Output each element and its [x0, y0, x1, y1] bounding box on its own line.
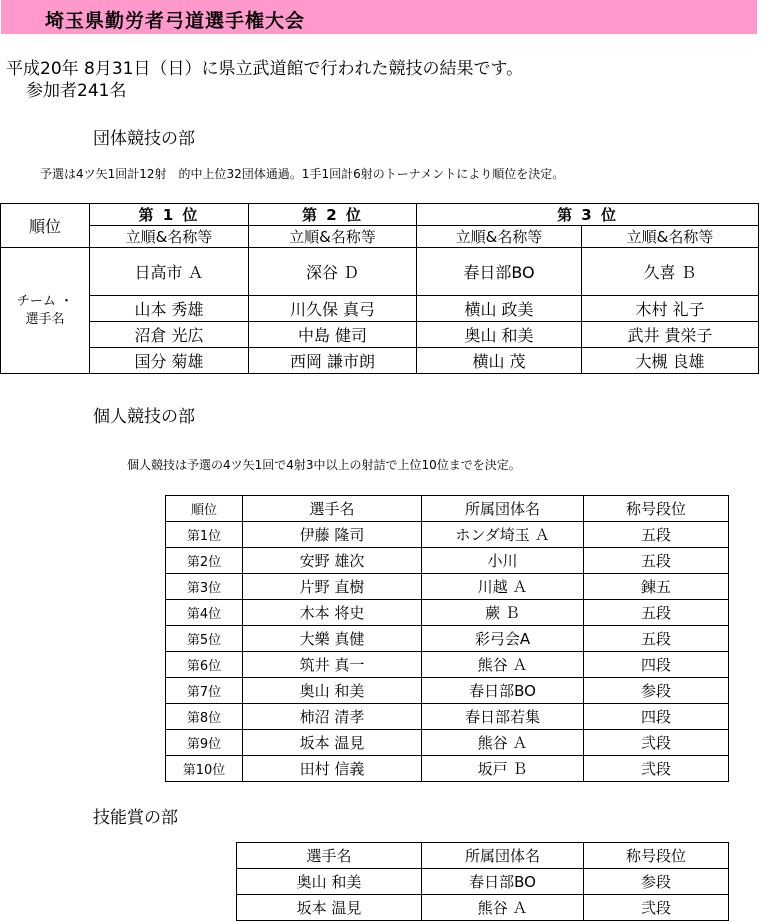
col-header-player: 選手名	[243, 496, 422, 522]
page-title: 埼玉県勤労者弓道選手権大会	[45, 10, 306, 32]
club-cell: 川越 Ａ	[422, 574, 584, 600]
intro-line-participants: 参加者241名	[26, 81, 127, 101]
col-header-grade: 称号段位	[584, 843, 729, 869]
grade-cell: 五段	[584, 600, 729, 626]
place-1-header: 第 1 位	[90, 204, 249, 226]
club-cell: 春日部BO	[422, 869, 584, 895]
player-cell: 奥山 和美	[237, 869, 422, 895]
table-row	[166, 756, 729, 782]
team-member: 奥山 和美	[417, 322, 582, 348]
table-row	[166, 600, 729, 626]
grade-cell: 四段	[584, 652, 729, 678]
table-row	[166, 704, 729, 730]
rank-cell: 第1位	[166, 522, 243, 548]
player-cell: 筑井 真一	[243, 652, 422, 678]
rank-cell: 第9位	[166, 730, 243, 756]
player-cell: 奥山 和美	[243, 678, 422, 704]
player-cell: 坂本 温見	[243, 730, 422, 756]
col-header-club: 所属団体名	[422, 496, 584, 522]
player-cell: 坂本 温見	[237, 895, 422, 921]
player-cell: 田村 信義	[243, 756, 422, 782]
player-cell: 片野 直樹	[243, 574, 422, 600]
team-member: 西岡 謙市朗	[249, 348, 417, 374]
col-header-rank: 順位	[166, 496, 243, 522]
club-cell: 小川	[422, 548, 584, 574]
title-bar	[1, 0, 757, 34]
skill-heading: 技能賞の部	[93, 808, 178, 828]
grade-cell: 錬五	[584, 574, 729, 600]
grade-cell: 弐段	[584, 756, 729, 782]
team-name: 久喜 Ｂ	[582, 248, 759, 296]
team-member: 大槻 良雄	[582, 348, 759, 374]
table-row	[166, 548, 729, 574]
place-2-header: 第 2 位	[249, 204, 417, 226]
team-member: 国分 菊雄	[90, 348, 249, 374]
team-member: 沼倉 光広	[90, 322, 249, 348]
team-member: 中島 健司	[249, 322, 417, 348]
sub-header: 立順&名称等	[249, 226, 417, 248]
individual-note: 個人競技は予選の4ツ矢1回で4射3中以上の射詰で上位10位までを決定。	[127, 458, 521, 472]
sub-header: 立順&名称等	[582, 226, 759, 248]
individual-heading: 個人競技の部	[93, 407, 195, 427]
player-cell: 木本 将史	[243, 600, 422, 626]
club-cell: 熊谷 Ａ	[422, 652, 584, 678]
table-row	[237, 869, 729, 895]
rank-cell: 第5位	[166, 626, 243, 652]
col-header-player: 選手名	[237, 843, 422, 869]
player-cell: 安野 雄次	[243, 548, 422, 574]
rank-cell: 第6位	[166, 652, 243, 678]
team-name: 春日部BO	[417, 248, 582, 296]
grade-cell: 弐段	[584, 730, 729, 756]
rank-cell: 第8位	[166, 704, 243, 730]
individual-results-table	[165, 495, 729, 782]
table-row	[237, 895, 729, 921]
team-name: 日高市 Ａ	[90, 248, 249, 296]
sub-header: 立順&名称等	[417, 226, 582, 248]
place-3-header: 第 3 位	[417, 204, 759, 226]
club-cell: 春日部若集	[422, 704, 584, 730]
team-member: 木村 礼子	[582, 296, 759, 322]
table-row	[166, 522, 729, 548]
intro	[6, 58, 523, 102]
rank-cell: 第7位	[166, 678, 243, 704]
team-side-label	[1, 248, 90, 374]
team-heading: 団体競技の部	[93, 129, 195, 149]
team-member: 横山 政美	[417, 296, 582, 322]
side-label-line1: チーム ・	[16, 293, 74, 309]
col-header-grade: 称号段位	[584, 496, 729, 522]
team-name: 深谷 Ｄ	[249, 248, 417, 296]
club-cell: 熊谷 Ａ	[422, 895, 584, 921]
grade-cell: 参段	[584, 869, 729, 895]
col-header-club: 所属団体名	[422, 843, 584, 869]
club-cell: 彩弓会A	[422, 626, 584, 652]
side-label-line2: 選手名	[25, 311, 65, 327]
grade-cell: 弐段	[584, 895, 729, 921]
team-member: 横山 茂	[417, 348, 582, 374]
rank-header: 順位	[1, 204, 90, 248]
player-cell: 伊藤 隆司	[243, 522, 422, 548]
table-row	[166, 730, 729, 756]
club-cell: ホンダ埼玉 Ａ	[422, 522, 584, 548]
skill-award-table	[236, 842, 729, 921]
club-cell: 蕨 Ｂ	[422, 600, 584, 626]
team-member: 川久保 真弓	[249, 296, 417, 322]
grade-cell: 四段	[584, 704, 729, 730]
team-member: 山本 秀雄	[90, 296, 249, 322]
team-results-table	[0, 203, 759, 374]
team-member: 武井 貴栄子	[582, 322, 759, 348]
club-cell: 春日部BO	[422, 678, 584, 704]
sub-header: 立順&名称等	[90, 226, 249, 248]
club-cell: 坂戸 Ｂ	[422, 756, 584, 782]
table-row	[166, 626, 729, 652]
grade-cell: 五段	[584, 626, 729, 652]
player-cell: 大樂 真健	[243, 626, 422, 652]
rank-cell: 第4位	[166, 600, 243, 626]
table-row	[166, 574, 729, 600]
table-row	[166, 652, 729, 678]
club-cell: 熊谷 Ａ	[422, 730, 584, 756]
rank-cell: 第2位	[166, 548, 243, 574]
player-cell: 柿沼 清孝	[243, 704, 422, 730]
grade-cell: 五段	[584, 548, 729, 574]
rank-cell: 第10位	[166, 756, 243, 782]
grade-cell: 参段	[584, 678, 729, 704]
table-row	[166, 678, 729, 704]
grade-cell: 五段	[584, 522, 729, 548]
team-note: 予選は4ツ矢1回計12射 的中上位32団体通過。1手1回計6射のトーナメントにより順位を決定。	[40, 167, 565, 181]
rank-cell: 第3位	[166, 574, 243, 600]
intro-line-date: 平成20年 8月31日（日）に県立武道館で行われた競技の結果です。	[6, 59, 524, 79]
